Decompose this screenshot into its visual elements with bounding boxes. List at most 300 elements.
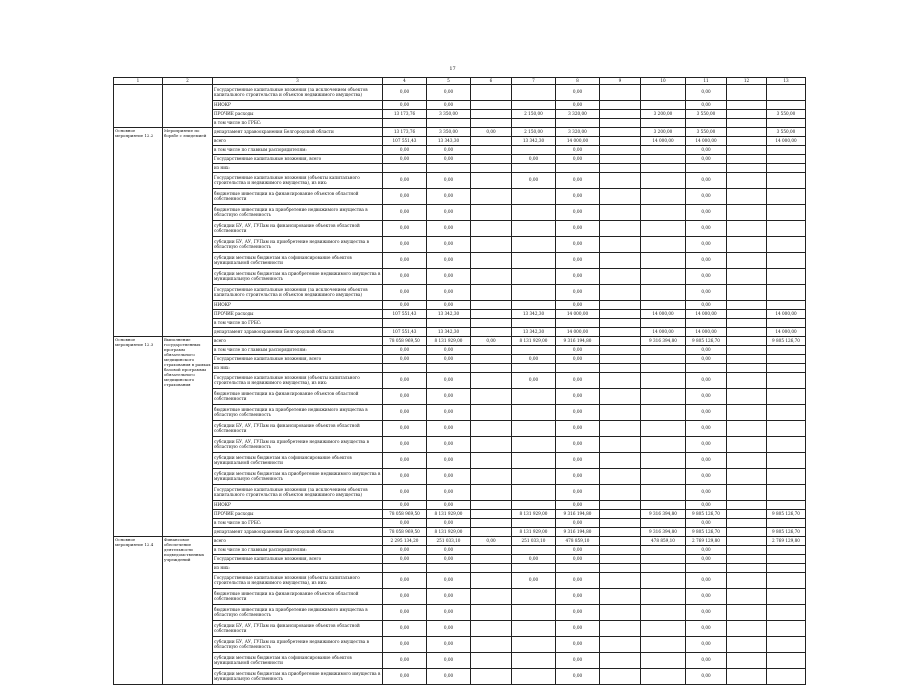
value-cell bbox=[767, 319, 806, 328]
value-cell bbox=[471, 110, 512, 119]
row-label: департамент здравоохранения Белгородской области bbox=[213, 328, 383, 337]
value-cell: 0,00 bbox=[556, 669, 600, 685]
value-cell bbox=[600, 110, 641, 119]
value-cell bbox=[427, 319, 471, 328]
value-cell: 0,00 bbox=[427, 189, 471, 205]
value-cell bbox=[512, 519, 556, 528]
value-cell bbox=[767, 589, 806, 605]
value-cell: 9 316 194,80 bbox=[556, 510, 600, 519]
value-cell bbox=[641, 85, 686, 101]
column-header-9: 9 bbox=[600, 78, 641, 85]
row-label: из них: bbox=[213, 564, 383, 573]
value-cell bbox=[767, 453, 806, 469]
value-cell bbox=[727, 546, 767, 555]
value-cell bbox=[427, 364, 471, 373]
value-cell bbox=[641, 485, 686, 501]
value-cell bbox=[512, 269, 556, 285]
value-cell bbox=[600, 389, 641, 405]
value-cell: 0,00 bbox=[556, 189, 600, 205]
value-cell: 0,00 bbox=[383, 485, 427, 501]
value-cell bbox=[471, 437, 512, 453]
value-cell: 9 805 126,70 bbox=[767, 337, 806, 346]
value-cell bbox=[600, 589, 641, 605]
value-cell: 0,00 bbox=[686, 453, 727, 469]
value-cell bbox=[556, 564, 600, 573]
value-cell: 0,00 bbox=[512, 573, 556, 589]
value-cell: 0,00 bbox=[512, 155, 556, 164]
value-cell bbox=[512, 669, 556, 685]
value-cell bbox=[727, 469, 767, 485]
row-label: в том числе по главным распорядителям: bbox=[213, 346, 383, 355]
value-cell bbox=[512, 285, 556, 301]
value-cell: 0,00 bbox=[427, 669, 471, 685]
table-row bbox=[114, 101, 806, 110]
table-row bbox=[114, 621, 806, 637]
value-cell bbox=[512, 653, 556, 669]
value-cell bbox=[767, 285, 806, 301]
value-cell bbox=[727, 437, 767, 453]
value-cell bbox=[767, 119, 806, 128]
value-cell: 0,00 bbox=[383, 437, 427, 453]
value-cell: 0,00 bbox=[383, 189, 427, 205]
value-cell bbox=[600, 346, 641, 355]
value-cell: 0,00 bbox=[556, 555, 600, 564]
value-cell: 13 343,30 bbox=[427, 137, 471, 146]
value-cell: 0,00 bbox=[471, 537, 512, 546]
value-cell: 0,00 bbox=[427, 355, 471, 364]
row-label: Государственные капитальные вложения, всего bbox=[213, 555, 383, 564]
value-cell bbox=[600, 669, 641, 685]
value-cell: 3 320,00 bbox=[556, 128, 600, 137]
value-cell bbox=[727, 128, 767, 137]
value-cell: 9 805 126,70 bbox=[767, 510, 806, 519]
value-cell: 0,00 bbox=[686, 621, 727, 637]
value-cell bbox=[600, 421, 641, 437]
value-cell bbox=[471, 146, 512, 155]
value-cell: 0,00 bbox=[556, 346, 600, 355]
value-cell bbox=[383, 119, 427, 128]
value-cell: 0,00 bbox=[383, 501, 427, 510]
value-cell: 0,00 bbox=[383, 285, 427, 301]
value-cell bbox=[471, 564, 512, 573]
value-cell: 3 550,00 bbox=[686, 128, 727, 137]
value-cell bbox=[600, 485, 641, 501]
table-row bbox=[114, 405, 806, 421]
value-cell bbox=[727, 205, 767, 221]
value-cell bbox=[641, 389, 686, 405]
value-cell bbox=[727, 355, 767, 364]
value-cell: 0,00 bbox=[556, 546, 600, 555]
row-label: ПРОЧИЕ расходы bbox=[213, 510, 383, 519]
value-cell: 0,00 bbox=[686, 573, 727, 589]
value-cell bbox=[471, 621, 512, 637]
table-row bbox=[114, 301, 806, 310]
value-cell bbox=[727, 519, 767, 528]
value-cell bbox=[600, 128, 641, 137]
value-cell: 0,00 bbox=[427, 653, 471, 669]
value-cell bbox=[727, 510, 767, 519]
value-cell: 251 033,10 bbox=[427, 537, 471, 546]
row-label: из них: bbox=[213, 164, 383, 173]
table-row bbox=[114, 328, 806, 337]
value-cell bbox=[767, 355, 806, 364]
value-cell bbox=[727, 637, 767, 653]
table-row bbox=[114, 510, 806, 519]
value-cell: 0,00 bbox=[427, 101, 471, 110]
value-cell bbox=[727, 285, 767, 301]
value-cell bbox=[512, 564, 556, 573]
value-cell: 0,00 bbox=[686, 355, 727, 364]
value-cell bbox=[767, 253, 806, 269]
value-cell bbox=[512, 605, 556, 621]
value-cell bbox=[471, 555, 512, 564]
table-row bbox=[114, 253, 806, 269]
value-cell: 0,00 bbox=[686, 189, 727, 205]
table-row bbox=[114, 453, 806, 469]
row-label: в том числе по главным распорядителям: bbox=[213, 546, 383, 555]
value-cell: 9 805 126,70 bbox=[686, 510, 727, 519]
value-cell bbox=[641, 637, 686, 653]
budget-table bbox=[113, 77, 806, 685]
value-cell: 0,00 bbox=[427, 437, 471, 453]
table-row bbox=[114, 653, 806, 669]
value-cell: 13 342,30 bbox=[512, 310, 556, 319]
value-cell: 107 551,43 bbox=[383, 137, 427, 146]
value-cell bbox=[471, 519, 512, 528]
value-cell bbox=[512, 589, 556, 605]
value-cell bbox=[767, 519, 806, 528]
value-cell bbox=[600, 85, 641, 101]
value-cell: 0,00 bbox=[686, 519, 727, 528]
section-code-empty bbox=[114, 85, 163, 128]
row-label: всего bbox=[213, 537, 383, 546]
value-cell: 0,00 bbox=[383, 155, 427, 164]
value-cell: 0,00 bbox=[686, 605, 727, 621]
value-cell bbox=[471, 269, 512, 285]
value-cell: 0,00 bbox=[686, 269, 727, 285]
value-cell bbox=[767, 621, 806, 637]
value-cell bbox=[727, 101, 767, 110]
value-cell: 14 000,00 bbox=[556, 137, 600, 146]
value-cell bbox=[727, 485, 767, 501]
column-header-6: 6 bbox=[471, 78, 512, 85]
row-label: Государственные капитальные вложения, всего bbox=[213, 155, 383, 164]
value-cell bbox=[512, 146, 556, 155]
value-cell bbox=[686, 319, 727, 328]
table-row bbox=[114, 564, 806, 573]
value-cell: 13 342,30 bbox=[427, 328, 471, 337]
table-row bbox=[114, 355, 806, 364]
value-cell bbox=[767, 85, 806, 101]
value-cell: 0,00 bbox=[383, 85, 427, 101]
value-cell: 0,00 bbox=[383, 346, 427, 355]
value-cell: 251 033,10 bbox=[512, 537, 556, 546]
value-cell bbox=[600, 173, 641, 189]
table-row bbox=[114, 337, 806, 346]
column-header-10: 10 bbox=[641, 78, 686, 85]
value-cell bbox=[767, 405, 806, 421]
value-cell: 0,00 bbox=[556, 637, 600, 653]
row-label: бюджетные инвестиции на приобретение недвижимого имущества в областную собственность bbox=[213, 605, 383, 621]
value-cell bbox=[512, 221, 556, 237]
value-cell bbox=[641, 253, 686, 269]
value-cell bbox=[727, 301, 767, 310]
value-cell bbox=[767, 669, 806, 685]
table-row bbox=[114, 364, 806, 373]
table-row bbox=[114, 269, 806, 285]
value-cell bbox=[641, 373, 686, 389]
value-cell: 0,00 bbox=[427, 85, 471, 101]
value-cell: 0,00 bbox=[383, 269, 427, 285]
row-label: из них: bbox=[213, 364, 383, 373]
value-cell: 0,00 bbox=[686, 205, 727, 221]
value-cell bbox=[767, 389, 806, 405]
table-row bbox=[114, 205, 806, 221]
value-cell: 0,00 bbox=[427, 269, 471, 285]
value-cell bbox=[471, 373, 512, 389]
value-cell: 0,00 bbox=[383, 101, 427, 110]
value-cell bbox=[767, 653, 806, 669]
value-cell bbox=[641, 564, 686, 573]
row-label: ПРОЧИЕ расходы bbox=[213, 110, 383, 119]
value-cell bbox=[767, 173, 806, 189]
value-cell bbox=[727, 137, 767, 146]
table-row bbox=[114, 128, 806, 137]
row-label: ПРОЧИЕ расходы bbox=[213, 310, 383, 319]
value-cell: 0,00 bbox=[383, 301, 427, 310]
value-cell: 0,00 bbox=[686, 589, 727, 605]
row-label: бюджетные инвестиции на финансирование объектов областной собственности bbox=[213, 589, 383, 605]
value-cell: 0,00 bbox=[383, 653, 427, 669]
value-cell: 8 131 929,00 bbox=[512, 528, 556, 537]
value-cell bbox=[727, 421, 767, 437]
value-cell: 9 316 194,80 bbox=[556, 528, 600, 537]
header-row bbox=[114, 78, 806, 85]
value-cell: 0,00 bbox=[427, 637, 471, 653]
value-cell bbox=[727, 537, 767, 546]
value-cell bbox=[471, 189, 512, 205]
value-cell bbox=[686, 564, 727, 573]
value-cell bbox=[767, 364, 806, 373]
value-cell bbox=[600, 653, 641, 669]
column-header-5: 5 bbox=[427, 78, 471, 85]
value-cell: 0,00 bbox=[427, 146, 471, 155]
value-cell: 0,00 bbox=[686, 637, 727, 653]
value-cell: 0,00 bbox=[383, 605, 427, 621]
value-cell: 0,00 bbox=[556, 155, 600, 164]
value-cell: 0,00 bbox=[556, 285, 600, 301]
value-cell bbox=[512, 453, 556, 469]
value-cell bbox=[641, 221, 686, 237]
value-cell: 9 805 126,70 bbox=[686, 337, 727, 346]
value-cell: 9 316 394,80 bbox=[641, 528, 686, 537]
value-cell bbox=[556, 164, 600, 173]
value-cell bbox=[641, 519, 686, 528]
column-header-7: 7 bbox=[512, 78, 556, 85]
value-cell bbox=[600, 364, 641, 373]
value-cell bbox=[512, 364, 556, 373]
value-cell bbox=[641, 669, 686, 685]
value-cell bbox=[471, 469, 512, 485]
value-cell bbox=[641, 621, 686, 637]
value-cell: 0,00 bbox=[556, 501, 600, 510]
value-cell: 0,00 bbox=[686, 301, 727, 310]
value-cell: 0,00 bbox=[686, 485, 727, 501]
value-cell: 14 000,00 bbox=[767, 137, 806, 146]
row-label: субсидии местным бюджетам на приобретение недвижимого имущества в муниципальную собственность bbox=[213, 469, 383, 485]
value-cell bbox=[767, 637, 806, 653]
value-cell: 14 000,00 bbox=[556, 310, 600, 319]
value-cell bbox=[471, 405, 512, 421]
value-cell bbox=[471, 453, 512, 469]
section-code: Основное мероприятие 12.3 bbox=[114, 337, 163, 537]
value-cell bbox=[471, 653, 512, 669]
value-cell bbox=[641, 237, 686, 253]
value-cell bbox=[600, 501, 641, 510]
value-cell bbox=[686, 164, 727, 173]
value-cell: 3 200,00 bbox=[641, 128, 686, 137]
row-label: бюджетные инвестиции на приобретение недвижимого имущества в областную собственность bbox=[213, 405, 383, 421]
table-row bbox=[114, 573, 806, 589]
value-cell bbox=[641, 405, 686, 421]
value-cell: 0,00 bbox=[512, 555, 556, 564]
value-cell: 0,00 bbox=[383, 421, 427, 437]
value-cell: 107 551,43 bbox=[383, 310, 427, 319]
value-cell: 0,00 bbox=[512, 373, 556, 389]
value-cell bbox=[641, 119, 686, 128]
value-cell bbox=[600, 519, 641, 528]
table-row bbox=[114, 589, 806, 605]
value-cell: 0,00 bbox=[686, 546, 727, 555]
table-row bbox=[114, 310, 806, 319]
value-cell: 0,00 bbox=[556, 389, 600, 405]
value-cell bbox=[600, 510, 641, 519]
value-cell: 0,00 bbox=[686, 155, 727, 164]
value-cell bbox=[767, 546, 806, 555]
value-cell bbox=[767, 373, 806, 389]
value-cell bbox=[641, 355, 686, 364]
row-label: департамент здравоохранения Белгородской области bbox=[213, 128, 383, 137]
row-label: бюджетные инвестиции на финансирование объектов областной собственности bbox=[213, 189, 383, 205]
value-cell: 0,00 bbox=[556, 621, 600, 637]
value-cell: 0,00 bbox=[427, 421, 471, 437]
value-cell bbox=[727, 589, 767, 605]
value-cell bbox=[727, 221, 767, 237]
value-cell: 0,00 bbox=[686, 653, 727, 669]
value-cell: 0,00 bbox=[427, 373, 471, 389]
value-cell bbox=[641, 301, 686, 310]
value-cell: 0,00 bbox=[686, 373, 727, 389]
value-cell bbox=[727, 85, 767, 101]
value-cell bbox=[767, 164, 806, 173]
value-cell bbox=[600, 637, 641, 653]
value-cell: 0,00 bbox=[686, 437, 727, 453]
value-cell: 0,00 bbox=[427, 285, 471, 301]
value-cell bbox=[600, 546, 641, 555]
value-cell bbox=[727, 364, 767, 373]
row-label: субсидии БУ, АУ, ГУПам на приобретение недвижимого имущества в областную собственность bbox=[213, 237, 383, 253]
value-cell bbox=[383, 164, 427, 173]
row-label: Государственные капитальные вложения (за исключением объектов капитального строительства и объектов недвижимого имущества) bbox=[213, 485, 383, 501]
value-cell: 0,00 bbox=[427, 555, 471, 564]
value-cell: 0,00 bbox=[556, 469, 600, 485]
value-cell bbox=[767, 421, 806, 437]
column-header-1: 1 bbox=[114, 78, 163, 85]
value-cell: 0,00 bbox=[556, 146, 600, 155]
row-label: бюджетные инвестиции на приобретение недвижимого имущества в областную собственность bbox=[213, 205, 383, 221]
value-cell: 0,00 bbox=[427, 237, 471, 253]
value-cell: 0,00 bbox=[383, 469, 427, 485]
column-header-13: 13 bbox=[767, 78, 806, 85]
value-cell: 0,00 bbox=[556, 355, 600, 364]
row-label: субсидии БУ, АУ, ГУПам на финансирование объектов областной собственности bbox=[213, 421, 383, 437]
value-cell bbox=[727, 555, 767, 564]
value-cell bbox=[767, 469, 806, 485]
value-cell bbox=[727, 346, 767, 355]
value-cell: 0,00 bbox=[556, 405, 600, 421]
value-cell bbox=[600, 528, 641, 537]
table-row bbox=[114, 605, 806, 621]
value-cell: 9 316 394,80 bbox=[641, 337, 686, 346]
value-cell: 0,00 bbox=[427, 589, 471, 605]
value-cell: 0,00 bbox=[556, 101, 600, 110]
row-label: субсидии местным бюджетам на софинансирование объектов муниципальной собственности bbox=[213, 253, 383, 269]
value-cell: 0,00 bbox=[556, 589, 600, 605]
table-row bbox=[114, 319, 806, 328]
value-cell bbox=[471, 421, 512, 437]
value-cell: 13 173,76 bbox=[383, 128, 427, 137]
value-cell bbox=[641, 453, 686, 469]
row-label: субсидии местным бюджетам на приобретение недвижимого имущества в муниципальную собственность bbox=[213, 669, 383, 685]
value-cell bbox=[512, 501, 556, 510]
value-cell bbox=[767, 237, 806, 253]
value-cell bbox=[471, 137, 512, 146]
value-cell bbox=[767, 485, 806, 501]
value-cell: 0,00 bbox=[427, 405, 471, 421]
value-cell: 9 805 126,70 bbox=[686, 528, 727, 537]
value-cell bbox=[641, 437, 686, 453]
row-label: Государственные капитальные вложения (объекты капитального строительства и недвижимого имущества), из них: bbox=[213, 373, 383, 389]
value-cell bbox=[641, 653, 686, 669]
value-cell: 0,00 bbox=[383, 205, 427, 221]
value-cell: 0,00 bbox=[427, 173, 471, 189]
table-row bbox=[114, 469, 806, 485]
value-cell bbox=[767, 564, 806, 573]
value-cell bbox=[641, 164, 686, 173]
value-cell bbox=[471, 173, 512, 189]
value-cell bbox=[767, 101, 806, 110]
value-cell bbox=[471, 328, 512, 337]
value-cell: 0,00 bbox=[686, 85, 727, 101]
value-cell bbox=[471, 310, 512, 319]
value-cell: 0,00 bbox=[427, 453, 471, 469]
value-cell: 0,00 bbox=[427, 519, 471, 528]
value-cell bbox=[556, 364, 600, 373]
value-cell bbox=[471, 528, 512, 537]
value-cell: 0,00 bbox=[427, 205, 471, 221]
value-cell bbox=[600, 285, 641, 301]
value-cell: 0,00 bbox=[383, 253, 427, 269]
value-cell bbox=[767, 555, 806, 564]
value-cell: 0,00 bbox=[383, 355, 427, 364]
value-cell bbox=[641, 319, 686, 328]
value-cell bbox=[512, 189, 556, 205]
row-label: департамент здравоохранения Белгородской области bbox=[213, 528, 383, 537]
value-cell bbox=[471, 546, 512, 555]
value-cell bbox=[641, 421, 686, 437]
value-cell bbox=[727, 669, 767, 685]
value-cell: 8 131 929,00 bbox=[427, 528, 471, 537]
